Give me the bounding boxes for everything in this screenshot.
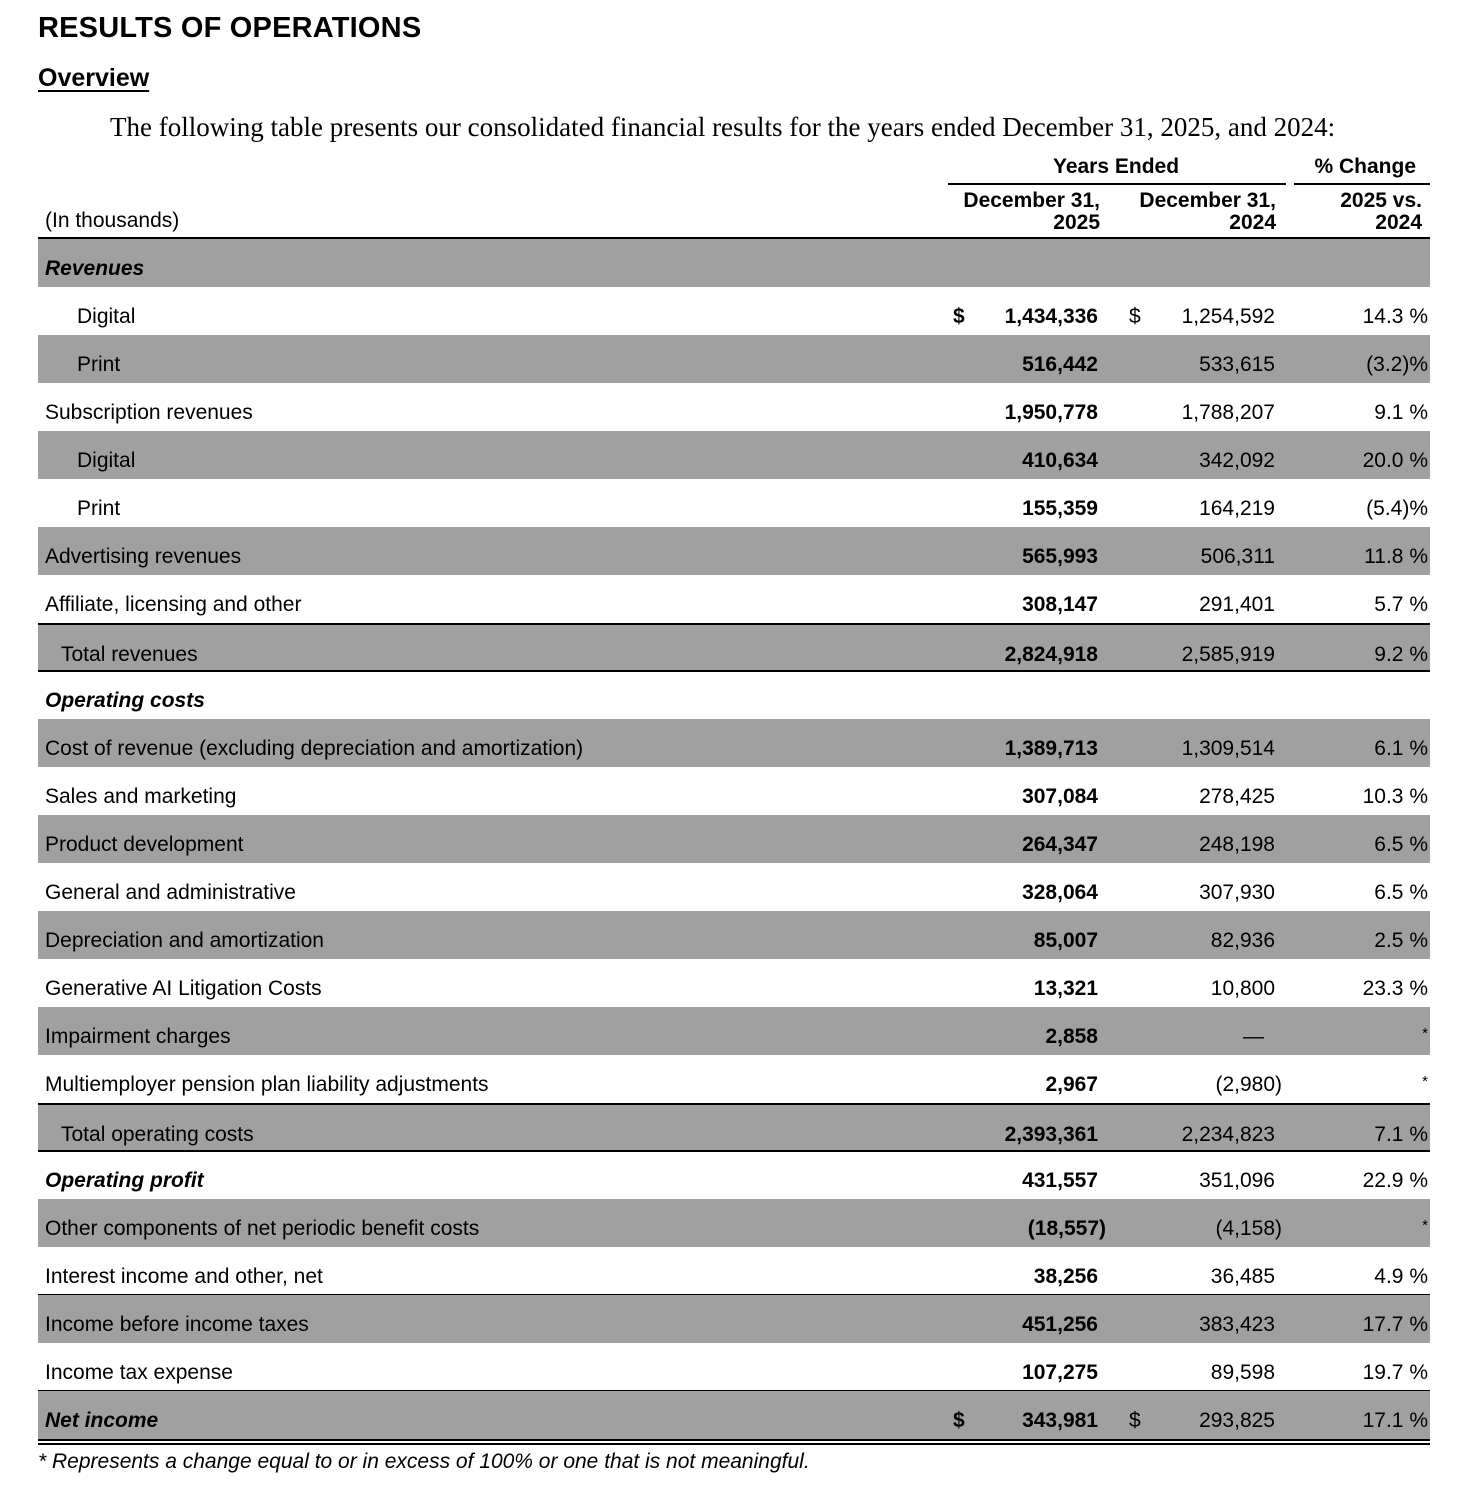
table-row <box>38 719 1430 767</box>
value-pct-change: 19.7 % <box>1362 1361 1428 1384</box>
table-row <box>38 767 1430 815</box>
header-col-2025-line1: December 31, <box>963 189 1100 212</box>
footnote: * Represents a change equal to or in excess of 100% or one that is not meaningful. <box>38 1450 810 1473</box>
value-2025: 2,824,918 <box>1004 643 1098 666</box>
row-label: Cost of revenue (excluding depreciation and amortization) <box>45 737 584 760</box>
table-row <box>38 383 1430 431</box>
value-2024: 533,615 <box>1199 353 1275 376</box>
table-row <box>38 335 1430 383</box>
row-label: Generative AI Litigation Costs <box>45 977 322 1000</box>
header-col-2024-line1: December 31, <box>1139 189 1276 212</box>
table-row <box>38 575 1430 623</box>
row-label: Total revenues <box>61 643 198 666</box>
row-label: Operating profit <box>45 1169 204 1192</box>
header-col-2024 <box>1128 190 1276 234</box>
value-2024: 1,309,514 <box>1181 737 1275 760</box>
value-2025: 38,256 <box>1033 1265 1098 1288</box>
table-row <box>38 911 1430 959</box>
row-label: Print <box>77 497 121 520</box>
table-row <box>38 287 1430 335</box>
value-pct-change: * <box>1422 1217 1428 1234</box>
header-years-ended: Years Ended <box>1052 155 1180 178</box>
value-pct-change: 22.9 % <box>1362 1169 1428 1192</box>
value-2025: 1,434,336 <box>1004 305 1098 328</box>
value-pct-change: 11.8 % <box>1364 545 1428 568</box>
value-pct-change: 5.7 % <box>1374 593 1428 616</box>
header-col-change-line1: 2025 vs. <box>1340 189 1422 212</box>
value-pct-change: (5.4)% <box>1366 497 1428 520</box>
value-2025: 307,084 <box>1022 785 1098 808</box>
value-pct-change: 2.5 % <box>1374 929 1428 952</box>
row-label: Affiliate, licensing and other <box>45 593 302 616</box>
value-2025: 328,064 <box>1022 881 1098 904</box>
value-2025: 308,147 <box>1022 593 1098 616</box>
table-row <box>38 239 1430 287</box>
value-2024: — <box>1243 1025 1264 1048</box>
value-pct-change: 10.3 % <box>1362 785 1428 808</box>
value-2024: 307,930 <box>1199 881 1275 904</box>
row-label: Product development <box>45 833 244 856</box>
row-label: Other components of net periodic benefit costs <box>45 1217 480 1240</box>
value-2025: 155,359 <box>1022 497 1098 520</box>
value-pct-change: 23.3 % <box>1362 977 1428 1000</box>
table-row-total <box>38 623 1430 671</box>
value-2025: 516,442 <box>1022 353 1098 376</box>
value-pct-change: * <box>1422 1025 1428 1042</box>
intro-paragraph: The following table presents our consolidated financial results for the years ended December 31, 2025, and 2024: <box>110 112 1336 142</box>
row-label: Depreciation and amortization <box>45 929 324 952</box>
value-pct-change: 9.2 % <box>1374 643 1428 666</box>
value-2025: 431,557 <box>1022 1169 1098 1192</box>
row-label: Income tax expense <box>45 1361 233 1384</box>
value-2025: 2,393,361 <box>1004 1123 1098 1146</box>
value-2025: (18,557) <box>1027 1217 1106 1240</box>
table-row <box>38 863 1430 911</box>
table-row <box>38 1295 1430 1343</box>
value-2024: 351,096 <box>1199 1169 1275 1192</box>
value-2024: 89,598 <box>1210 1361 1275 1384</box>
table-row <box>38 1343 1430 1391</box>
value-2025: 451,256 <box>1022 1313 1098 1336</box>
value-pct-change: * <box>1422 1073 1428 1090</box>
header-pct-change: % Change <box>1314 155 1416 178</box>
row-label: Operating costs <box>45 689 205 712</box>
header-col-2025 <box>948 190 1100 234</box>
row-label: Income before income taxes <box>45 1313 309 1336</box>
table-row <box>38 815 1430 863</box>
table-row <box>38 1055 1430 1103</box>
table-row <box>38 959 1430 1007</box>
value-2024: 293,825 <box>1199 1409 1275 1432</box>
table-row <box>38 1247 1430 1295</box>
row-label: Sales and marketing <box>45 785 237 808</box>
page-title: RESULTS OF OPERATIONS <box>38 12 422 44</box>
header-col-change-line2: 2024 <box>1375 211 1422 234</box>
dollar-sign: $ <box>1129 1409 1141 1432</box>
row-label: Impairment charges <box>45 1025 231 1048</box>
dollar-sign: $ <box>1129 305 1141 328</box>
table-row <box>38 431 1430 479</box>
value-2024: 291,401 <box>1199 593 1275 616</box>
table-row <box>38 1151 1430 1199</box>
value-2024: 248,198 <box>1199 833 1275 856</box>
value-pct-change: 20.0 % <box>1362 449 1428 472</box>
row-label: Multiemployer pension plan liability adjustments <box>45 1073 489 1096</box>
units-label: (In thousands) <box>45 209 180 232</box>
value-2024: 2,585,919 <box>1181 643 1275 666</box>
value-pct-change: 17.7 % <box>1362 1313 1428 1336</box>
value-2025: 565,993 <box>1022 545 1098 568</box>
row-label: Advertising revenues <box>45 545 242 568</box>
header-years-rule <box>948 183 1286 185</box>
table-row <box>38 1199 1430 1247</box>
value-2025: 2,858 <box>1045 1025 1098 1048</box>
value-2025: 13,321 <box>1033 977 1098 1000</box>
value-pct-change: 14.3 % <box>1362 305 1428 328</box>
header-col-2025-line2: 2025 <box>1053 211 1100 234</box>
value-2025: 2,967 <box>1045 1073 1098 1096</box>
row-label: Total operating costs <box>61 1123 254 1146</box>
table-row-net-income <box>38 1391 1430 1439</box>
section-subtitle: Overview <box>38 64 150 92</box>
value-pct-change: (3.2)% <box>1366 353 1428 376</box>
value-pct-change: 6.5 % <box>1374 833 1428 856</box>
header-col-2024-line2: 2024 <box>1229 211 1276 234</box>
table-row <box>38 527 1430 575</box>
value-2024: 36,485 <box>1210 1265 1275 1288</box>
value-2025: 343,981 <box>1022 1409 1098 1432</box>
value-2024: 278,425 <box>1199 785 1275 808</box>
value-pct-change: 6.1 % <box>1374 737 1428 760</box>
value-2024: 1,788,207 <box>1181 401 1275 424</box>
row-label: Subscription revenues <box>45 401 253 424</box>
value-pct-change: 4.9 % <box>1374 1265 1428 1288</box>
value-pct-change: 9.1 % <box>1374 401 1428 424</box>
header-pct-rule <box>1294 183 1430 185</box>
value-2024: (4,158) <box>1215 1217 1282 1240</box>
value-2025: 1,950,778 <box>1004 401 1098 424</box>
value-2024: 383,423 <box>1199 1313 1275 1336</box>
value-2025: 1,389,713 <box>1004 737 1098 760</box>
value-2024: 506,311 <box>1200 545 1275 568</box>
dollar-sign: $ <box>953 1409 965 1432</box>
value-2024: 1,254,592 <box>1181 305 1275 328</box>
value-2024: 164,219 <box>1199 497 1275 520</box>
row-label: Print <box>77 353 121 376</box>
value-2025: 410,634 <box>1022 449 1098 472</box>
value-2024: 10,800 <box>1210 977 1275 1000</box>
row-label: General and administrative <box>45 881 296 904</box>
value-pct-change: 17.1 % <box>1362 1409 1428 1432</box>
table-row-total <box>38 1103 1430 1151</box>
value-2025: 85,007 <box>1033 929 1098 952</box>
financial-results-table <box>38 239 1430 1439</box>
row-label: Interest income and other, net <box>45 1265 323 1288</box>
row-label: Revenues <box>45 257 145 280</box>
value-2024: (2,980) <box>1215 1073 1282 1096</box>
value-2025: 107,275 <box>1022 1361 1098 1384</box>
row-label: Net income <box>45 1409 159 1432</box>
value-2024: 2,234,823 <box>1181 1123 1275 1146</box>
value-pct-change: 6.5 % <box>1374 881 1428 904</box>
value-2025: 264,347 <box>1022 833 1098 856</box>
row-label: Digital <box>77 305 136 328</box>
table-row <box>38 671 1430 719</box>
value-2024: 82,936 <box>1210 929 1275 952</box>
header-col-change <box>1308 190 1422 234</box>
value-2024: 342,092 <box>1199 449 1275 472</box>
value-pct-change: 7.1 % <box>1374 1123 1428 1146</box>
row-label: Digital <box>77 449 136 472</box>
table-row <box>38 1007 1430 1055</box>
table-row <box>38 479 1430 527</box>
dollar-sign: $ <box>953 305 965 328</box>
